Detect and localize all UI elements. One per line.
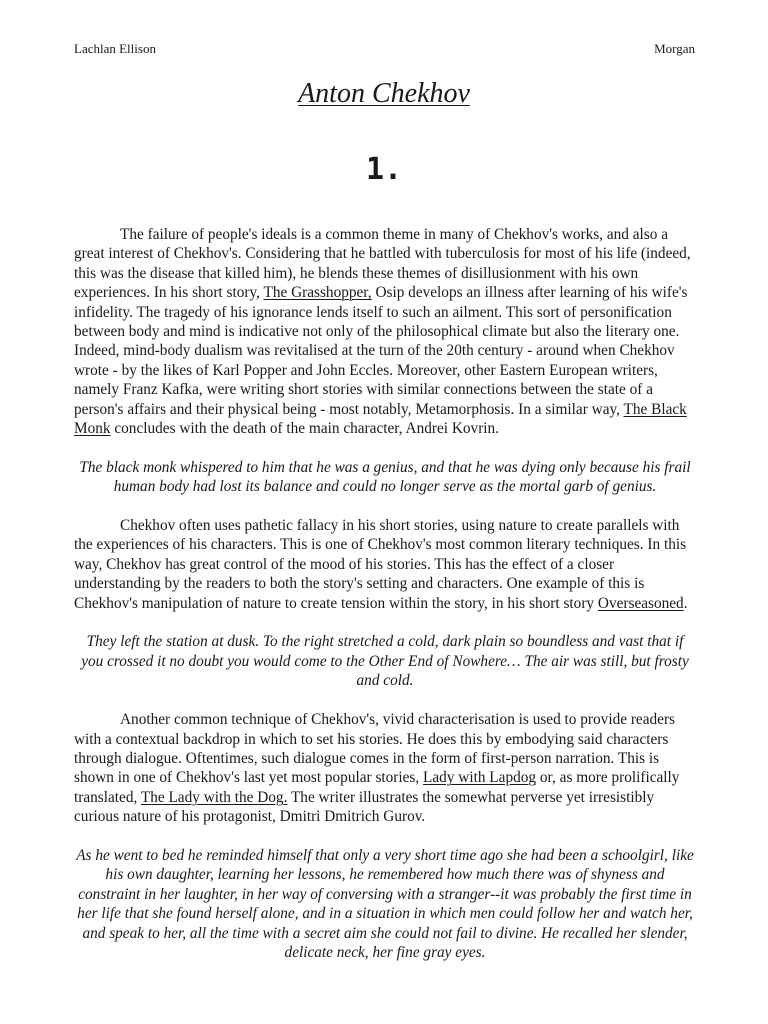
story-title-black-monk: The Black Monk (74, 400, 687, 438)
header-running-head: Morgan (654, 41, 695, 56)
quote-black-monk: The black monk whispered to him that he was a genius, and that he was dying only because his frail human body had lost its balance and could no longer serve as the mortal garb of genius. (79, 458, 691, 496)
page-title (0, 78, 768, 110)
quote-overseasoned: They left the station at dusk. To the right stretched a cold, dark plain so boundless and vast that if you crossed it no doubt you would come to the Other End of Nowhere… The air was still, but frosty and cold. (81, 633, 689, 690)
paragraph-3 (74, 710, 696, 826)
paragraph-2-text-a: Chekhov often uses pathetic fallacy in his short stories, using nature to create parallels with the experiences of his characters. This is one of Chekhov's most common literary techniques. In this way, Chekhov has great control of the mood of his stories. This has the effect of a closer understanding by the readers to both the story's setting and characters. One example of this is Chekhov's manipulation of nature to create tension within the story, in his short story (74, 517, 687, 612)
header-author: Lachlan Ellison (74, 41, 156, 56)
story-title-lady-with-the-dog: The Lady with the Dog. (140, 788, 288, 806)
spacer (74, 691, 696, 710)
spacer (74, 438, 696, 457)
paragraph-1-text-a: The failure of people's ideals is a common theme in many of Chekhov's works, and also a great interest of Chekhov's. Considering that he battled with tuberculosis for most of his life (indeed, this was the disease that killed him), he blends these themes of disillusionment with his own experiences. In his short story, (74, 226, 691, 302)
story-title-grasshopper: The Grasshopper, (263, 284, 372, 302)
story-title-overseasoned: Overseasoned (597, 594, 684, 612)
spacer (74, 827, 696, 846)
spacer (74, 613, 696, 632)
page-title-text: Anton Chekhov (298, 78, 470, 109)
paragraph-1-text-b: Osip develops an illness after learning of his wife's infidelity. The tragedy of his ignorance lends itself to such an ailment. This sort of personification between body and mind is indicative not only of the philosophical climate but also the literary one. Indeed, mind-body dualism was revitalised at the turn of the 20th century - around when Chekhov wrote - by the likes of Karl Popper and John Eccles. Moreover, other Eastern European writers, namely Franz Kafka, were writing short stories with similar connections between the state of a person's affairs and their physical being - most notably, Metamorphosis. In a similar way, (74, 284, 688, 418)
essay-body (74, 225, 696, 962)
paragraph-3-text-c: The writer illustrates the somewhat perverse yet irresistibly curious nature of his protagonist, Dmitri Dmitrich Gurov. (74, 788, 655, 826)
quote-lady-with-dog: As he went to bed he reminded himself that only a very short time ago she had been a schoolgirl, like his own daughter, learning her lessons, he remembered how much there was of shyness and constraint in her laughter, in her way of conversing with a stranger--it was probably the first time in her life that she found herself alone, and in a situation in which men could follow her and watch her, and speak to her, all the time with a secret aim she could not fail to divine. He recalled her slender, delicate neck, her fine gray eyes. (76, 846, 694, 961)
paragraph-3-text-a: Another common technique of Chekhov's, vivid characterisation is used to provide readers with a contextual backdrop in which to set his stories. He does this by embodying said characters through dialogue. Oftentimes, such dialogue comes in the form of first-person narration. This is shown in one of Chekhov's last yet most popular stories, (74, 711, 675, 787)
story-title-lady-with-lapdog: Lady with Lapdog (423, 769, 537, 787)
paragraph-2 (74, 516, 696, 613)
paragraph-1 (74, 225, 696, 438)
paragraph-1-text-c: concludes with the death of the main character, Andrei Kovrin. (110, 420, 500, 438)
spacer (74, 497, 696, 516)
section-number: 1. (365, 152, 403, 187)
paragraph-2-text-b: . (683, 594, 688, 612)
paragraph-3-text-b: or, as more prolifically translated, (74, 769, 680, 806)
